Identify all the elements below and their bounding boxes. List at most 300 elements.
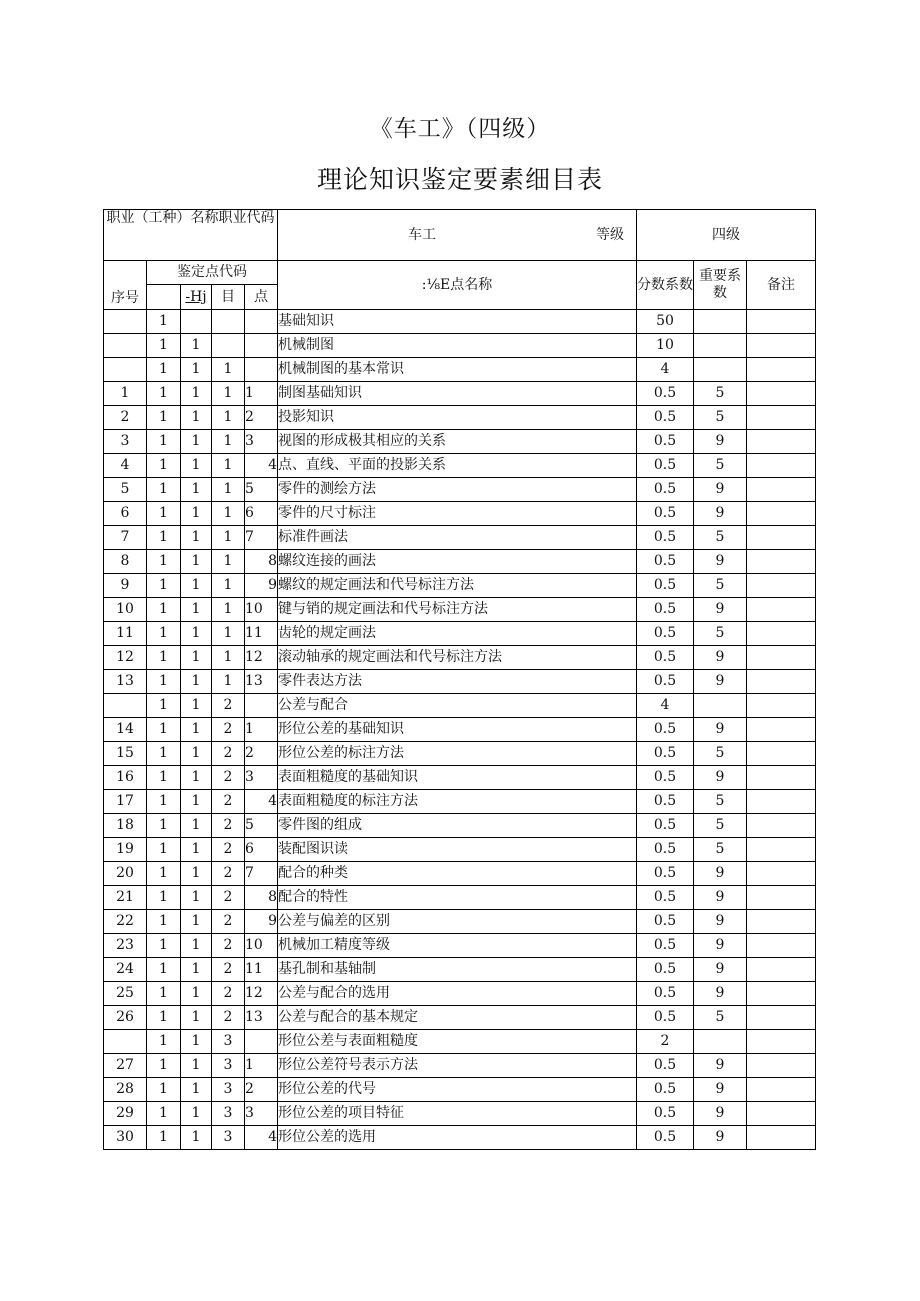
- table-row: [104, 1102, 816, 1126]
- level-label: 等级: [596, 226, 624, 243]
- code-2-cell: 1: [181, 982, 212, 1006]
- code-2-cell: 1: [181, 958, 212, 982]
- table-row: [104, 742, 816, 766]
- seq-cell: 22: [104, 910, 147, 934]
- note-cell: [747, 694, 816, 718]
- score-cell: 0.5: [637, 934, 694, 958]
- note-cell: [747, 718, 816, 742]
- code-2-cell: 1: [181, 574, 212, 598]
- name-cell: 表面粗糙度的标注方法: [278, 790, 637, 814]
- code-3-cell: 1: [212, 406, 245, 430]
- name-cell: 形位公差的标注方法: [278, 742, 637, 766]
- score-cell: 0.5: [637, 790, 694, 814]
- seq-cell: 24: [104, 958, 147, 982]
- weight-cell: 9: [694, 670, 747, 694]
- name-cell: 配合的特性: [278, 886, 637, 910]
- code-1-cell: 1: [147, 454, 181, 478]
- code-3-cell: 3: [212, 1054, 245, 1078]
- score-cell: 0.5: [637, 574, 694, 598]
- name-cell: 公差与配合的基本规定: [278, 1006, 637, 1030]
- table-row: [104, 1030, 816, 1054]
- weight-cell: 5: [694, 814, 747, 838]
- weight-cell: [694, 358, 747, 382]
- code-3-cell: 3: [212, 1102, 245, 1126]
- level-value-cell: [637, 210, 816, 261]
- seq-cell: 10: [104, 598, 147, 622]
- seq-cell: 3: [104, 430, 147, 454]
- name-cell: 形位公差的选用: [278, 1126, 637, 1150]
- code-2-cell: 1: [181, 934, 212, 958]
- code-2-cell: 1: [181, 526, 212, 550]
- table-row: [104, 526, 816, 550]
- code-3-cell: 1: [212, 574, 245, 598]
- weight-cell: 5: [694, 574, 747, 598]
- code-4-cell: 5: [245, 478, 278, 502]
- code-4-cell: 4: [245, 790, 278, 814]
- note-cell: [747, 670, 816, 694]
- code-3-cell: 2: [212, 1006, 245, 1030]
- table-row: [104, 478, 816, 502]
- code-1-cell: 1: [147, 1102, 181, 1126]
- code-4-cell: 10: [245, 934, 278, 958]
- code-1-cell: 1: [147, 766, 181, 790]
- weight-cell: 5: [694, 622, 747, 646]
- weight-cell: [694, 310, 747, 334]
- name-cell: 齿轮的规定画法: [278, 622, 637, 646]
- code-1-cell: 1: [147, 526, 181, 550]
- name-cell: 机械制图: [278, 334, 637, 358]
- score-cell: 50: [637, 310, 694, 334]
- note-cell: [747, 310, 816, 334]
- code-3-cell: 3: [212, 1030, 245, 1054]
- note-cell: [747, 838, 816, 862]
- weight-cell: 9: [694, 982, 747, 1006]
- table-row: [104, 358, 816, 382]
- code-1-cell: 1: [147, 358, 181, 382]
- code-1-cell: 1: [147, 790, 181, 814]
- code-4-cell: 4: [245, 454, 278, 478]
- note-cell: [747, 526, 816, 550]
- score-cell: 0.5: [637, 526, 694, 550]
- code-sub-3: 点: [245, 285, 278, 310]
- note-cell: [747, 910, 816, 934]
- code-2-cell: 1: [181, 454, 212, 478]
- code-4-cell: 8: [245, 550, 278, 574]
- code-2-cell: 1: [181, 1054, 212, 1078]
- code-3-cell: 2: [212, 718, 245, 742]
- code-4-cell: [245, 1030, 278, 1054]
- code-4-cell: 12: [245, 982, 278, 1006]
- code-2-cell: 1: [181, 1006, 212, 1030]
- code-2-cell: 1: [181, 790, 212, 814]
- name-cell: 形位公差的代号: [278, 1078, 637, 1102]
- code-2-cell: 1: [181, 862, 212, 886]
- occupation-value-cell: [278, 210, 637, 261]
- table-row: [104, 1126, 816, 1150]
- code-2-cell: 1: [181, 382, 212, 406]
- code-3-cell: 2: [212, 886, 245, 910]
- code-1-cell: 1: [147, 646, 181, 670]
- name-cell: 零件表达方法: [278, 670, 637, 694]
- weight-cell: 5: [694, 1006, 747, 1030]
- name-cell: 零件图的组成: [278, 814, 637, 838]
- code-3-cell: 2: [212, 862, 245, 886]
- table-row: [104, 598, 816, 622]
- table-row: [104, 406, 816, 430]
- name-cell: 公差与配合的选用: [278, 982, 637, 1006]
- code-4-cell: 4: [245, 1126, 278, 1150]
- table-row: [104, 334, 816, 358]
- code-1-cell: 1: [147, 430, 181, 454]
- seq-cell: 6: [104, 502, 147, 526]
- seq-cell: 7: [104, 526, 147, 550]
- score-cell: 0.5: [637, 838, 694, 862]
- code-2-cell: 1: [181, 814, 212, 838]
- name-cell: 制图基础知识: [278, 382, 637, 406]
- weight-cell: 9: [694, 910, 747, 934]
- note-cell: [747, 1102, 816, 1126]
- score-cell: 0.5: [637, 814, 694, 838]
- code-2-cell: 1: [181, 1102, 212, 1126]
- weight-cell: 9: [694, 550, 747, 574]
- score-cell: 0.5: [637, 406, 694, 430]
- code-3-cell: 2: [212, 766, 245, 790]
- code-3-cell: 1: [212, 598, 245, 622]
- weight-cell: 9: [694, 1054, 747, 1078]
- seq-cell: 14: [104, 718, 147, 742]
- note-cell: [747, 430, 816, 454]
- name-cell: 螺纹连接的画法: [278, 550, 637, 574]
- code-2-cell: 1: [181, 718, 212, 742]
- note-cell: [747, 646, 816, 670]
- name-cell: 公差与偏差的区别: [278, 910, 637, 934]
- seq-cell: 11: [104, 622, 147, 646]
- table-row: [104, 430, 816, 454]
- table-row: [104, 670, 816, 694]
- code-4-cell: 6: [245, 838, 278, 862]
- seq-cell: [104, 1030, 147, 1054]
- table-row: [104, 310, 816, 334]
- code-3-cell: [212, 310, 245, 334]
- code-3-cell: 1: [212, 430, 245, 454]
- table-row: [104, 862, 816, 886]
- weight-cell: 9: [694, 430, 747, 454]
- name-cell: 形位公差的项目特征: [278, 1102, 637, 1126]
- note-cell: [747, 1006, 816, 1030]
- code-4-cell: 7: [245, 862, 278, 886]
- seq-cell: 28: [104, 1078, 147, 1102]
- seq-cell: 4: [104, 454, 147, 478]
- code-3-cell: 3: [212, 1078, 245, 1102]
- code-3-cell: 1: [212, 382, 245, 406]
- seq-cell: 27: [104, 1054, 147, 1078]
- name-cell: 投影知识: [278, 406, 637, 430]
- code-2-cell: 1: [181, 670, 212, 694]
- table-row: [104, 718, 816, 742]
- code-1-cell: 1: [147, 382, 181, 406]
- weight-cell: 9: [694, 1078, 747, 1102]
- code-4-cell: 7: [245, 526, 278, 550]
- seq-cell: 5: [104, 478, 147, 502]
- code-1-cell: 1: [147, 982, 181, 1006]
- name-cell: 形位公差与表面粗糙度: [278, 1030, 637, 1054]
- score-cell: 0.5: [637, 1126, 694, 1150]
- code-1-cell: 1: [147, 574, 181, 598]
- note-cell: [747, 550, 816, 574]
- score-cell: 0.5: [637, 646, 694, 670]
- code-4-cell: 9: [245, 910, 278, 934]
- score-cell: 0.5: [637, 766, 694, 790]
- code-2-cell: 1: [181, 334, 212, 358]
- table-row: [104, 694, 816, 718]
- code-1-cell: 1: [147, 1078, 181, 1102]
- seq-header: 序号: [104, 261, 147, 310]
- seq-cell: [104, 694, 147, 718]
- name-cell: 机械制图的基本常识: [278, 358, 637, 382]
- note-cell: [747, 454, 816, 478]
- code-3-cell: 1: [212, 670, 245, 694]
- code-4-cell: [245, 310, 278, 334]
- table-row: [104, 958, 816, 982]
- note-cell: [747, 478, 816, 502]
- code-4-cell: 9: [245, 574, 278, 598]
- code-1-cell: 1: [147, 838, 181, 862]
- note-cell: [747, 1054, 816, 1078]
- code-1-cell: 1: [147, 694, 181, 718]
- code-3-cell: 2: [212, 742, 245, 766]
- table-row: [104, 910, 816, 934]
- code-1-cell: 1: [147, 622, 181, 646]
- seq-cell: 21: [104, 886, 147, 910]
- seq-cell: 23: [104, 934, 147, 958]
- name-cell: 装配图识读: [278, 838, 637, 862]
- code-4-cell: 11: [245, 622, 278, 646]
- name-cell: 形位公差的基础知识: [278, 718, 637, 742]
- seq-cell: 16: [104, 766, 147, 790]
- code-2-cell: 1: [181, 502, 212, 526]
- note-cell: [747, 934, 816, 958]
- code-1-cell: 1: [147, 934, 181, 958]
- name-cell: 标准件画法: [278, 526, 637, 550]
- seq-cell: 30: [104, 1126, 147, 1150]
- note-header: 备注: [747, 261, 816, 310]
- code-2-cell: 1: [181, 838, 212, 862]
- code-3-cell: 1: [212, 622, 245, 646]
- weight-cell: 9: [694, 646, 747, 670]
- score-cell: 0.5: [637, 430, 694, 454]
- code-1-cell: 1: [147, 814, 181, 838]
- score-cell: 0.5: [637, 598, 694, 622]
- score-cell: 0.5: [637, 742, 694, 766]
- code-1-cell: 1: [147, 862, 181, 886]
- note-cell: [747, 886, 816, 910]
- note-cell: [747, 334, 816, 358]
- weight-cell: 5: [694, 526, 747, 550]
- code-2-cell: 1: [181, 550, 212, 574]
- seq-cell: 9: [104, 574, 147, 598]
- header-row-occupation: [104, 210, 816, 261]
- table-row: [104, 982, 816, 1006]
- score-cell: 0.5: [637, 1078, 694, 1102]
- code-3-cell: 1: [212, 526, 245, 550]
- code-4-cell: 10: [245, 598, 278, 622]
- code-1-cell: 1: [147, 334, 181, 358]
- weight-cell: 5: [694, 790, 747, 814]
- seq-cell: 2: [104, 406, 147, 430]
- code-2-cell: 1: [181, 766, 212, 790]
- code-2-cell: 1: [181, 598, 212, 622]
- seq-cell: 1: [104, 382, 147, 406]
- weight-cell: 9: [694, 886, 747, 910]
- weight-header: 重要系数: [694, 261, 747, 310]
- code-1-cell: 1: [147, 406, 181, 430]
- score-cell: 0.5: [637, 982, 694, 1006]
- name-cell: 基础知识: [278, 310, 637, 334]
- table-row: [104, 766, 816, 790]
- note-cell: [747, 766, 816, 790]
- weight-cell: 5: [694, 406, 747, 430]
- code-4-cell: [245, 334, 278, 358]
- code-2-cell: 1: [181, 478, 212, 502]
- table-row: [104, 574, 816, 598]
- code-1-cell: 1: [147, 742, 181, 766]
- code-4-cell: 1: [245, 718, 278, 742]
- document-subtitle: 理论知识鉴定要素细目表: [316, 165, 603, 194]
- score-cell: 0.5: [637, 622, 694, 646]
- score-cell: 0.5: [637, 910, 694, 934]
- table-row: [104, 454, 816, 478]
- header-row-code: [104, 261, 816, 285]
- score-cell: 0.5: [637, 862, 694, 886]
- score-cell: 0.5: [637, 382, 694, 406]
- note-cell: [747, 790, 816, 814]
- note-cell: [747, 598, 816, 622]
- code-1-cell: 1: [147, 718, 181, 742]
- code-1-cell: 1: [147, 1054, 181, 1078]
- code-2-cell: 1: [181, 430, 212, 454]
- score-cell: 0.5: [637, 478, 694, 502]
- weight-cell: 5: [694, 742, 747, 766]
- code-1-cell: 1: [147, 1030, 181, 1054]
- code-4-cell: 3: [245, 1102, 278, 1126]
- seq-cell: 13: [104, 670, 147, 694]
- code-3-cell: 3: [212, 1126, 245, 1150]
- code-2-cell: 1: [181, 622, 212, 646]
- note-cell: [747, 862, 816, 886]
- note-cell: [747, 1030, 816, 1054]
- code-4-cell: 13: [245, 670, 278, 694]
- code-4-cell: 11: [245, 958, 278, 982]
- code-3-cell: 2: [212, 982, 245, 1006]
- weight-cell: [694, 1030, 747, 1054]
- code-1-cell: 1: [147, 910, 181, 934]
- code-2-cell: 1: [181, 694, 212, 718]
- code-1-cell: 1: [147, 958, 181, 982]
- code-2-cell: [181, 310, 212, 334]
- name-cell: 公差与配合: [278, 694, 637, 718]
- code-1-cell: 1: [147, 502, 181, 526]
- code-sub-2: 目: [212, 285, 245, 310]
- table-row: [104, 814, 816, 838]
- note-cell: [747, 1126, 816, 1150]
- code-3-cell: 2: [212, 934, 245, 958]
- table-row: [104, 790, 816, 814]
- note-cell: [747, 814, 816, 838]
- weight-cell: 9: [694, 934, 747, 958]
- seq-cell: 25: [104, 982, 147, 1006]
- weight-cell: 9: [694, 766, 747, 790]
- code-1-cell: 1: [147, 310, 181, 334]
- code-3-cell: [212, 334, 245, 358]
- code-4-cell: 3: [245, 766, 278, 790]
- name-cell: 表面粗糙度的基础知识: [278, 766, 637, 790]
- code-3-cell: 2: [212, 910, 245, 934]
- note-cell: [747, 982, 816, 1006]
- weight-cell: 9: [694, 958, 747, 982]
- code-2-cell: 1: [181, 1126, 212, 1150]
- name-cell: 滚动轴承的规定画法和代号标注方法: [278, 646, 637, 670]
- code-2-cell: 1: [181, 1078, 212, 1102]
- seq-cell: 29: [104, 1102, 147, 1126]
- code-3-cell: 1: [212, 550, 245, 574]
- name-cell: 键与销的规定画法和代号标注方法: [278, 598, 637, 622]
- code-4-cell: 8: [245, 886, 278, 910]
- seq-cell: 12: [104, 646, 147, 670]
- seq-cell: 8: [104, 550, 147, 574]
- code-4-cell: 12: [245, 646, 278, 670]
- seq-cell: 15: [104, 742, 147, 766]
- weight-cell: 9: [694, 502, 747, 526]
- name-cell: 配合的种类: [278, 862, 637, 886]
- table-row: [104, 550, 816, 574]
- code-2-cell: 1: [181, 358, 212, 382]
- table-row: [104, 934, 816, 958]
- code-4-cell: 5: [245, 814, 278, 838]
- code-sub-blank: [147, 285, 181, 310]
- table-row: [104, 502, 816, 526]
- code-1-cell: 1: [147, 670, 181, 694]
- code-4-cell: 1: [245, 1054, 278, 1078]
- code-1-cell: 1: [147, 478, 181, 502]
- code-2-cell: 1: [181, 406, 212, 430]
- code-sub-1: -Hj: [181, 285, 212, 310]
- table-row: [104, 622, 816, 646]
- score-cell: 0.5: [637, 1102, 694, 1126]
- name-header: :⅛E点名称: [278, 261, 637, 310]
- note-cell: [747, 622, 816, 646]
- weight-cell: [694, 334, 747, 358]
- seq-cell: 18: [104, 814, 147, 838]
- code-2-cell: 1: [181, 1030, 212, 1054]
- weight-cell: 9: [694, 862, 747, 886]
- note-cell: [747, 742, 816, 766]
- score-cell: 0.5: [637, 670, 694, 694]
- code-header: 鉴定点代码: [147, 261, 278, 285]
- weight-cell: 9: [694, 1126, 747, 1150]
- code-4-cell: [245, 694, 278, 718]
- weight-cell: 9: [694, 718, 747, 742]
- score-cell: 0.5: [637, 454, 694, 478]
- seq-cell: [104, 310, 147, 334]
- table-row: [104, 1054, 816, 1078]
- code-2-cell: 1: [181, 910, 212, 934]
- score-cell: 4: [637, 694, 694, 718]
- seq-cell: 19: [104, 838, 147, 862]
- code-4-cell: 6: [245, 502, 278, 526]
- score-cell: 0.5: [637, 886, 694, 910]
- name-cell: 机械加工精度等级: [278, 934, 637, 958]
- code-3-cell: 1: [212, 454, 245, 478]
